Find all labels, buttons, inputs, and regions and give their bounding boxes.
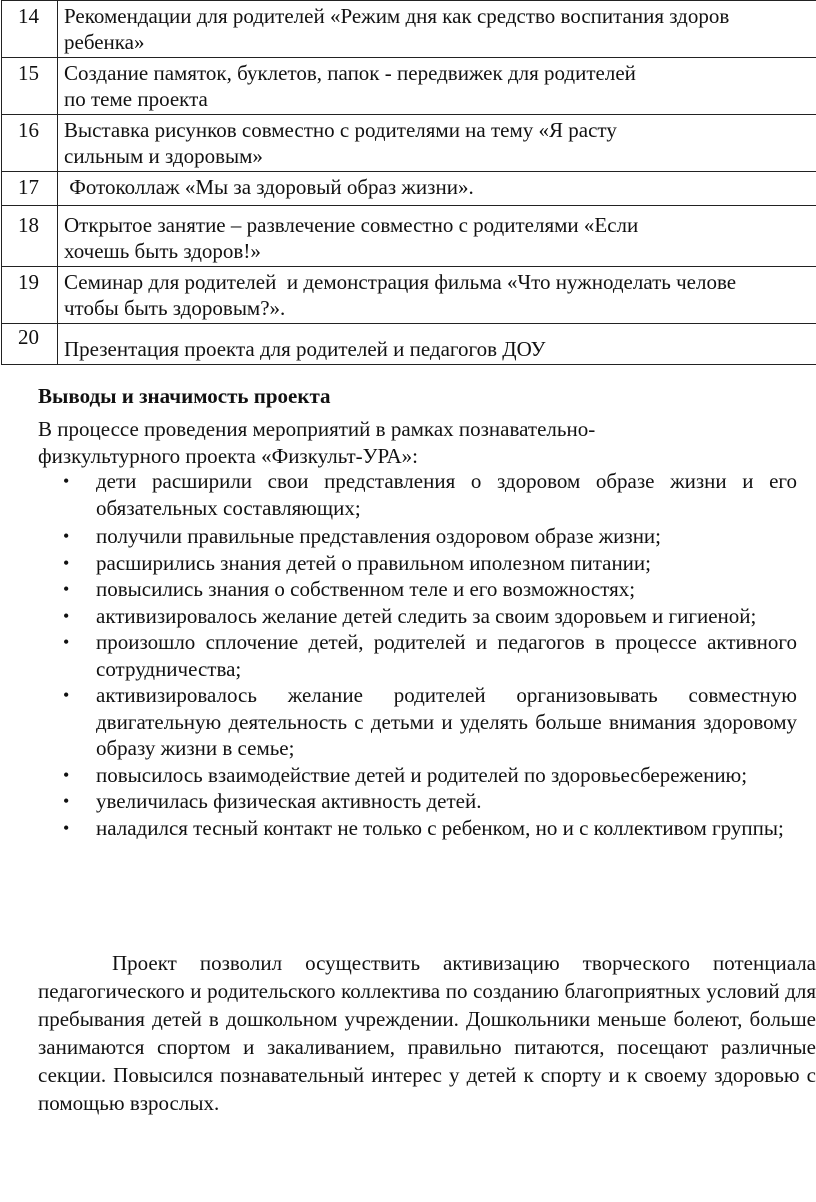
row-number: 20 [2, 324, 58, 365]
table-row [2, 58, 816, 115]
row-text [58, 267, 816, 324]
list-item [60, 629, 797, 682]
row-text [58, 172, 816, 206]
row-number: 16 [2, 115, 58, 172]
bullet-icon: • [63, 526, 70, 546]
list-item-text: расширились знания детей о правильном иполезном питании; [96, 550, 651, 575]
activities-table [1, 0, 816, 365]
list-item-text: дети расширили свои представления о здоровом образе жизни и его обязательных составляющих; [96, 469, 797, 520]
row-text-line: Семинар для родителей и демонстрация фильма «Что нужноделать челове [64, 270, 737, 294]
row-text-line: Выставка рисунков совместно с родителями на тему «Я расту [64, 118, 617, 142]
list-item-text: увеличилась физическая активность детей. [96, 789, 482, 813]
row-text [58, 1, 816, 58]
list-item-text: повысились знания о собственном теле и его возможностях; [96, 577, 636, 601]
bullet-icon: • [63, 791, 70, 811]
bullet-icon: • [63, 605, 70, 626]
table-row [2, 324, 816, 365]
row-number: 19 [2, 267, 58, 324]
bullet-icon: • [63, 579, 70, 599]
list-item [60, 468, 797, 521]
row-text-line: ребенка» [64, 30, 145, 54]
bullet-icon: • [63, 471, 70, 491]
row-text-line: Создание памяток, буклетов, папок - передвижек для родителей [64, 61, 636, 85]
row-text [58, 324, 816, 365]
row-text-line: сильным и здоровым» [64, 144, 263, 168]
list-item [60, 815, 797, 842]
bullet-icon: • [63, 817, 70, 838]
list-item [60, 788, 797, 815]
list-item [60, 576, 797, 603]
list-item [60, 762, 797, 789]
list-item [60, 550, 797, 577]
row-text [58, 206, 816, 267]
table-row [2, 172, 816, 206]
row-number: 14 [2, 1, 58, 58]
table-row [2, 206, 816, 267]
table-row [2, 115, 816, 172]
row-text-line: Рекомендации для родителей «Режим дня как средство воспитания здоров [64, 4, 730, 28]
list-item-text: активизировалось желание детей следить за своим здоровьем и гигиеной; [96, 603, 757, 628]
row-text-line: Фотоколлаж «Мы за здоровый образ жизни». [64, 175, 474, 199]
list-item-text: произошло сплочение детей, родителей и педагогов в процессе активного сотрудничества; [96, 630, 797, 681]
row-number: 18 [2, 206, 58, 267]
bullet-icon: • [63, 764, 70, 785]
row-number: 15 [2, 58, 58, 115]
row-text-line: чтобы быть здоровым?». [64, 296, 286, 320]
list-item-text: повысилось взаимодействие детей и родителей по здоровьесбережению; [96, 762, 748, 787]
list-item [60, 603, 797, 630]
list-item-text: наладился тесный контакт не только с ребенком, но и с коллективом группы; [96, 815, 784, 840]
conclusion-paragraph: Проект позволил осуществить активизацию творческого потенциала педагогического и родительского коллектива по созданию благоприятных условий для пребывания детей в дошкольном учреждении. Дошкольники меньше болеют, больше занимаются спортом и закаливанием, правильно питаются, посещают различные секции. Повысился познавательный интерес у детей к спорту и к своему здоровью с помощью взрослых. [38, 951, 816, 1115]
bullet-icon: • [63, 632, 70, 652]
row-text-line: хочешь быть здоров!» [64, 239, 261, 263]
intro-paragraph: В процессе проведения мероприятий в рамках познавательно-физкультурного проекта «Физкульт-УРА»: [38, 417, 596, 468]
table-row [2, 267, 816, 324]
list-item [60, 682, 797, 762]
row-text [58, 58, 816, 115]
section-heading: Выводы и значимость проекта [38, 384, 331, 408]
bullet-icon: • [63, 685, 70, 705]
row-text-line: по теме проекта [64, 87, 208, 111]
row-text [58, 115, 816, 172]
results-list [60, 468, 797, 841]
row-text-line: Презентация проекта для родителей и педагогов ДОУ [64, 337, 546, 361]
row-number: 17 [2, 172, 58, 206]
list-item [60, 523, 797, 550]
bullet-icon: • [63, 552, 70, 573]
table-row [2, 1, 816, 58]
list-item-text: получили правильные представления оздоровом образе жизни; [96, 524, 662, 548]
list-item-text: активизировалось желание родителей организовывать совместную двигательную деятельность с детьми и уделять больше внимания здоровому образу жизни в семье; [96, 683, 797, 760]
row-text-line: Открытое занятие – развлечение совместно с родителями «Если [64, 213, 639, 237]
